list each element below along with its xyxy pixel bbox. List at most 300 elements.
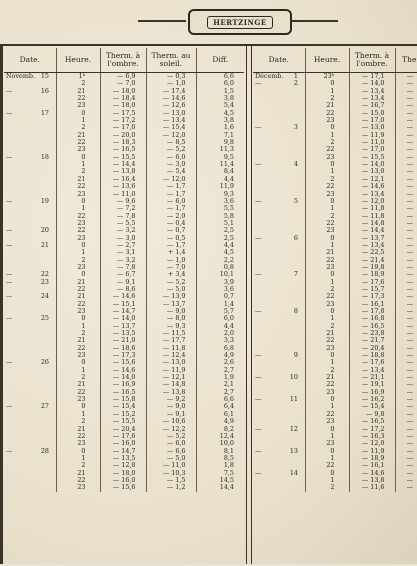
date-cell (253, 220, 305, 227)
hour-cell: 0 (305, 124, 349, 131)
diff-cell: 5,5 (196, 205, 244, 212)
table-row (4, 381, 244, 388)
therm-shade-cell: — 17,3 (100, 352, 146, 359)
table-row (4, 323, 244, 330)
col-header-diff: Diff. (196, 48, 244, 73)
therm-sun-cell: — 10,3 (146, 470, 196, 477)
date-cell (4, 154, 56, 161)
table-row (4, 227, 244, 234)
date-cell (4, 301, 56, 308)
date-cell (253, 124, 305, 131)
table-row (4, 418, 244, 425)
table-row (4, 154, 244, 161)
date-cell (4, 418, 56, 425)
diff-cell: 2,7 (196, 389, 244, 396)
therm-shade-cell: — 13,5 (100, 455, 146, 462)
hour-cell: 1 (56, 117, 100, 124)
therm-shade-cell: — 17,5 (100, 110, 146, 117)
diff-cell: 10,0 (196, 440, 244, 447)
table-row (253, 88, 417, 95)
therm-shade-cell: — 3,2 (100, 227, 146, 234)
date-cell (4, 264, 56, 271)
month-cell: — (255, 271, 262, 279)
diff-cell: 1,8 (196, 462, 244, 469)
therm-sun-cell: — 5,0 (146, 455, 196, 462)
hour-cell: 22 (305, 337, 349, 344)
table-row (253, 139, 417, 146)
date-cell (253, 161, 305, 168)
therm-shade-cell: — 14,6 (100, 293, 146, 300)
therm-shade-cell: — 14,0 (349, 80, 395, 87)
table-row (253, 220, 417, 227)
diff-cell: 9,5 (196, 154, 244, 161)
date-cell (253, 73, 305, 81)
date-cell (4, 176, 56, 183)
therm-shade-cell: — 16,5 (100, 389, 146, 396)
hour-cell: 23 (56, 352, 100, 359)
table-row (253, 389, 417, 396)
table-row (4, 352, 244, 359)
therm-sun-cell: — (395, 95, 417, 102)
month-cell: — (255, 308, 262, 315)
col-header-therm-shade: Therm. à l'ombre. (349, 48, 395, 73)
table-row (253, 426, 417, 433)
table-row (253, 249, 417, 256)
hour-cell: 23 (305, 301, 349, 308)
hour-cell: 21 (56, 470, 100, 477)
therm-sun-cell: — (395, 88, 417, 95)
therm-sun-cell: — 1,2 (146, 484, 196, 491)
therm-shade-cell: — 15,4 (349, 403, 395, 410)
day-cell: 8 (293, 308, 298, 315)
therm-shade-cell: — 14,4 (349, 227, 395, 234)
hour-cell: 21 (305, 330, 349, 337)
date-cell (4, 470, 56, 477)
therm-sun-cell: — 15,4 (146, 124, 196, 131)
day-cell: 12 (289, 425, 298, 433)
diff-cell: 5,4 (196, 102, 244, 109)
diff-cell: 3,8 (196, 117, 244, 124)
date-cell (253, 396, 305, 403)
therm-shade-cell: — 15,6 (100, 484, 146, 491)
therm-sun-cell: — (395, 359, 417, 366)
diff-cell: 2,2 (196, 257, 244, 264)
hour-cell: 0 (305, 470, 349, 477)
month-cell: — (255, 124, 262, 132)
therm-sun-cell: — (395, 168, 417, 175)
therm-sun-cell: — 1,7 (146, 183, 196, 190)
diff-cell: 9,8 (196, 139, 244, 146)
day-cell: 21 (40, 241, 49, 249)
diff-cell: 1,6 (196, 124, 244, 131)
therm-sun-cell: — 11,9 (146, 367, 196, 374)
therm-shade-cell: — 15,6 (100, 359, 146, 366)
day-cell: 16 (40, 87, 49, 95)
hour-cell: 22 (305, 411, 349, 418)
table-row (253, 235, 417, 242)
therm-sun-cell: + 3,4 (146, 271, 196, 278)
day-cell: 25 (40, 315, 49, 323)
date-cell (4, 323, 56, 330)
date-cell (253, 139, 305, 146)
therm-sun-cell: — (395, 315, 417, 322)
month-cell: — (255, 352, 262, 360)
table-row (4, 301, 244, 308)
table-row (4, 440, 244, 447)
hour-cell: 22 (56, 95, 100, 102)
table-row (4, 146, 244, 153)
therm-sun-cell: — 9,1 (146, 411, 196, 418)
therm-sun-cell: — (395, 381, 417, 388)
hour-cell: 1 (305, 403, 349, 410)
hour-cell: 23 (305, 154, 349, 161)
table-row (253, 359, 417, 366)
table-row (4, 80, 244, 87)
therm-shade-cell: — 8,6 (100, 286, 146, 293)
therm-shade-cell: — 13,0 (349, 168, 395, 175)
hour-cell: 0 (56, 403, 100, 410)
therm-sun-cell: — 9,0 (146, 308, 196, 315)
therm-sun-cell: — (395, 367, 417, 374)
therm-sun-cell: — (395, 448, 417, 455)
table-row (253, 477, 417, 484)
therm-shade-cell: — 18,0 (100, 470, 146, 477)
date-cell (253, 176, 305, 183)
therm-sun-cell: — 10,6 (146, 418, 196, 425)
month-cell: — (6, 153, 13, 161)
hour-cell: 22 (56, 301, 100, 308)
day-cell: 10 (289, 374, 298, 382)
therm-sun-cell: — 9,2 (146, 396, 196, 403)
table-row (253, 381, 417, 388)
day-cell: 13 (289, 447, 298, 455)
hour-cell: 2 (56, 80, 100, 87)
date-cell (4, 433, 56, 440)
table-row (4, 205, 244, 212)
hour-cell: 2 (305, 484, 349, 491)
table-row (4, 308, 244, 315)
hour-cell: 1 (56, 455, 100, 462)
day-cell: 2 (293, 80, 298, 88)
diff-cell: 4,4 (196, 323, 244, 330)
therm-sun-cell: — 5,2 (146, 279, 196, 286)
table-row (4, 271, 244, 278)
day-cell: 6 (293, 234, 298, 242)
therm-sun-cell: — (395, 124, 417, 131)
therm-sun-cell: + 1,4 (146, 249, 196, 256)
header-banner (138, 8, 338, 34)
therm-shade-cell: — 17,6 (349, 359, 395, 366)
therm-shade-cell: — 17,1 (349, 73, 395, 81)
month-cell: Décemb. (255, 72, 284, 80)
date-cell (253, 374, 305, 381)
table-row (4, 426, 244, 433)
col-header-therm-sun: The (395, 48, 417, 73)
date-cell (253, 198, 305, 205)
date-cell (4, 484, 56, 491)
hour-cell: 23 (56, 440, 100, 447)
hour-cell: 22 (305, 257, 349, 264)
hour-cell: 2 (56, 124, 100, 131)
therm-shade-cell: — 13,4 (349, 367, 395, 374)
date-cell (253, 271, 305, 278)
therm-sun-cell: — (395, 102, 417, 109)
therm-sun-cell: — 0,7 (146, 227, 196, 234)
table-row (4, 161, 244, 168)
therm-shade-cell: — 2,7 (100, 242, 146, 249)
day-cell: 24 (40, 293, 49, 301)
hour-cell: 23 (305, 389, 349, 396)
hour-cell: 1 (305, 433, 349, 440)
diff-cell: 6,0 (196, 80, 244, 87)
hour-cell: 23 (56, 220, 100, 227)
table-row (4, 168, 244, 175)
hour-cell: 22 (56, 433, 100, 440)
diff-cell: 14,4 (196, 484, 244, 491)
hour-cell: 1 (56, 249, 100, 256)
table-row (253, 293, 417, 300)
therm-sun-cell: — (395, 132, 417, 139)
month-cell: — (255, 469, 262, 477)
hour-cell: 22 (56, 286, 100, 293)
diff-cell: 6,0 (196, 315, 244, 322)
therm-shade-cell: — 14,0 (100, 374, 146, 381)
day-cell: 15 (40, 72, 49, 80)
date-cell (253, 132, 305, 139)
table-row (253, 205, 417, 212)
table-row (4, 235, 244, 242)
date-cell (253, 249, 305, 256)
table-row (253, 102, 417, 109)
therm-sun-cell: — (395, 191, 417, 198)
hour-cell: 0 (305, 396, 349, 403)
date-cell (4, 345, 56, 352)
date-cell (253, 337, 305, 344)
date-cell (4, 389, 56, 396)
therm-sun-cell: — (395, 455, 417, 462)
diff-cell: 1,5 (196, 88, 244, 95)
therm-shade-cell: — 13,0 (349, 124, 395, 131)
diff-cell: 0,7 (196, 293, 244, 300)
therm-sun-cell: — 12,4 (146, 352, 196, 359)
table-row (253, 110, 417, 117)
therm-sun-cell: — 12,2 (146, 426, 196, 433)
therm-shade-cell: — 11,0 (100, 191, 146, 198)
therm-sun-cell: — 6,0 (146, 440, 196, 447)
table-row (4, 433, 244, 440)
therm-shade-cell: — 13,7 (349, 235, 395, 242)
table-row (253, 117, 417, 124)
therm-sun-cell: — 6,0 (146, 198, 196, 205)
date-cell (4, 88, 56, 95)
hour-cell: 2 (305, 213, 349, 220)
month-cell: — (6, 359, 13, 367)
hour-cell: 0 (305, 448, 349, 455)
table-row (253, 396, 417, 403)
therm-shade-cell: — 14,4 (100, 161, 146, 168)
date-cell (4, 205, 56, 212)
therm-sun-cell: — (395, 161, 417, 168)
therm-shade-cell: — 16,8 (349, 315, 395, 322)
diff-cell: 9,3 (196, 191, 244, 198)
date-cell (4, 367, 56, 374)
therm-shade-cell: — 16,5 (100, 146, 146, 153)
diff-cell: 4,4 (196, 176, 244, 183)
therm-sun-cell: — 12,1 (146, 374, 196, 381)
table-row (253, 374, 417, 381)
hour-cell: 23 (56, 235, 100, 242)
hour-cell: 0 (305, 198, 349, 205)
diff-cell: 6,6 (196, 396, 244, 403)
diff-cell: 2,5 (196, 235, 244, 242)
therm-shade-cell: — 16,1 (349, 301, 395, 308)
therm-sun-cell: — 6,0 (146, 154, 196, 161)
date-cell (4, 271, 56, 278)
therm-sun-cell: — (395, 213, 417, 220)
therm-sun-cell: — (395, 330, 417, 337)
day-cell: 20 (40, 227, 49, 235)
therm-shade-cell: — 18,0 (100, 102, 146, 109)
therm-shade-cell: — 17,0 (100, 124, 146, 131)
date-cell (253, 257, 305, 264)
therm-sun-cell: — 8,5 (146, 139, 196, 146)
date-cell (4, 73, 56, 81)
date-cell (4, 315, 56, 322)
diff-cell: 6,8 (196, 345, 244, 352)
table-row (253, 80, 417, 87)
diff-cell: 11,4 (196, 161, 244, 168)
therm-sun-cell: — 14,6 (146, 95, 196, 102)
diff-cell: 3,3 (196, 337, 244, 344)
diff-cell: 2,1 (196, 381, 244, 388)
therm-shade-cell: — 13,4 (349, 88, 395, 95)
date-cell (253, 381, 305, 388)
diff-cell: 2,7 (196, 367, 244, 374)
day-cell: 23 (40, 278, 49, 286)
hour-cell: 22 (56, 213, 100, 220)
therm-shade-cell: — 13,8 (100, 168, 146, 175)
hour-cell: 21 (56, 381, 100, 388)
date-cell (253, 301, 305, 308)
therm-sun-cell: — (395, 279, 417, 286)
hour-cell: 2 (56, 168, 100, 175)
frame-left-border (0, 44, 3, 564)
day-cell: 28 (40, 447, 49, 455)
table-row (4, 132, 244, 139)
hour-cell: 2 (305, 323, 349, 330)
hour-cell: 21 (56, 132, 100, 139)
date-cell (253, 205, 305, 212)
day-cell: 11 (289, 396, 298, 404)
therm-shade-cell: — 13,4 (349, 95, 395, 102)
hour-cell: 23 (305, 117, 349, 124)
table-row (253, 168, 417, 175)
diff-cell: 3,6 (196, 286, 244, 293)
hour-cell: 21 (56, 88, 100, 95)
table-row (253, 462, 417, 469)
hour-cell: 1 (305, 455, 349, 462)
diff-cell: 2,0 (196, 330, 244, 337)
therm-shade-cell: — 23,8 (349, 330, 395, 337)
table-row (4, 345, 244, 352)
date-cell (4, 161, 56, 168)
month-cell: — (6, 87, 13, 95)
hour-cell: 1 (305, 168, 349, 175)
therm-sun-cell: — (395, 235, 417, 242)
hour-cell: 2 (305, 286, 349, 293)
hour-cell: 2 (305, 139, 349, 146)
table-row (4, 293, 244, 300)
date-cell (253, 154, 305, 161)
therm-sun-cell: — 2,0 (146, 213, 196, 220)
table-row (253, 124, 417, 131)
date-cell (253, 330, 305, 337)
diff-cell: 3,8 (196, 95, 244, 102)
therm-sun-cell: — (395, 110, 417, 117)
therm-sun-cell: — (395, 183, 417, 190)
date-cell (4, 198, 56, 205)
therm-shade-cell: — 15,8 (100, 396, 146, 403)
date-cell (253, 323, 305, 330)
date-cell (4, 139, 56, 146)
therm-sun-cell: — 1,0 (146, 257, 196, 264)
table-row (4, 448, 244, 455)
therm-shade-cell: — 11,8 (349, 205, 395, 212)
therm-sun-cell: — (395, 337, 417, 344)
date-cell (253, 433, 305, 440)
hour-cell: 23 (305, 191, 349, 198)
therm-shade-cell: — 14,8 (349, 220, 395, 227)
table-row (4, 88, 244, 95)
hour-cell: 2 (56, 418, 100, 425)
therm-sun-cell: — 0,5 (146, 235, 196, 242)
date-cell (253, 117, 305, 124)
therm-sun-cell: — (395, 205, 417, 212)
date-cell (4, 235, 56, 242)
therm-shade-cell: — 11,8 (349, 213, 395, 220)
date-cell (253, 242, 305, 249)
therm-shade-cell: — 7,0 (100, 80, 146, 87)
therm-shade-cell: — 17,8 (349, 308, 395, 315)
table-row (4, 73, 244, 81)
date-cell (253, 345, 305, 352)
date-cell (253, 455, 305, 462)
month-cell: — (255, 374, 262, 382)
table-row (253, 213, 417, 220)
table-row (4, 330, 244, 337)
therm-sun-cell: — (395, 396, 417, 403)
hour-cell: 22 (305, 110, 349, 117)
month-cell: — (6, 197, 13, 205)
hour-cell: 0 (305, 426, 349, 433)
date-cell (253, 110, 305, 117)
therm-sun-cell: — (395, 440, 417, 447)
table-row (253, 448, 417, 455)
date-cell (4, 330, 56, 337)
hour-cell: 23 (56, 102, 100, 109)
date-cell (253, 440, 305, 447)
table-row (253, 176, 417, 183)
date-cell (4, 440, 56, 447)
therm-shade-cell: — 11,0 (349, 139, 395, 146)
month-cell: — (255, 161, 262, 169)
therm-shade-cell: — 17,3 (349, 293, 395, 300)
table-row (4, 117, 244, 124)
table-row (253, 161, 417, 168)
date-cell (253, 403, 305, 410)
hour-cell: 23 (305, 440, 349, 447)
therm-shade-cell: — 14,6 (100, 367, 146, 374)
